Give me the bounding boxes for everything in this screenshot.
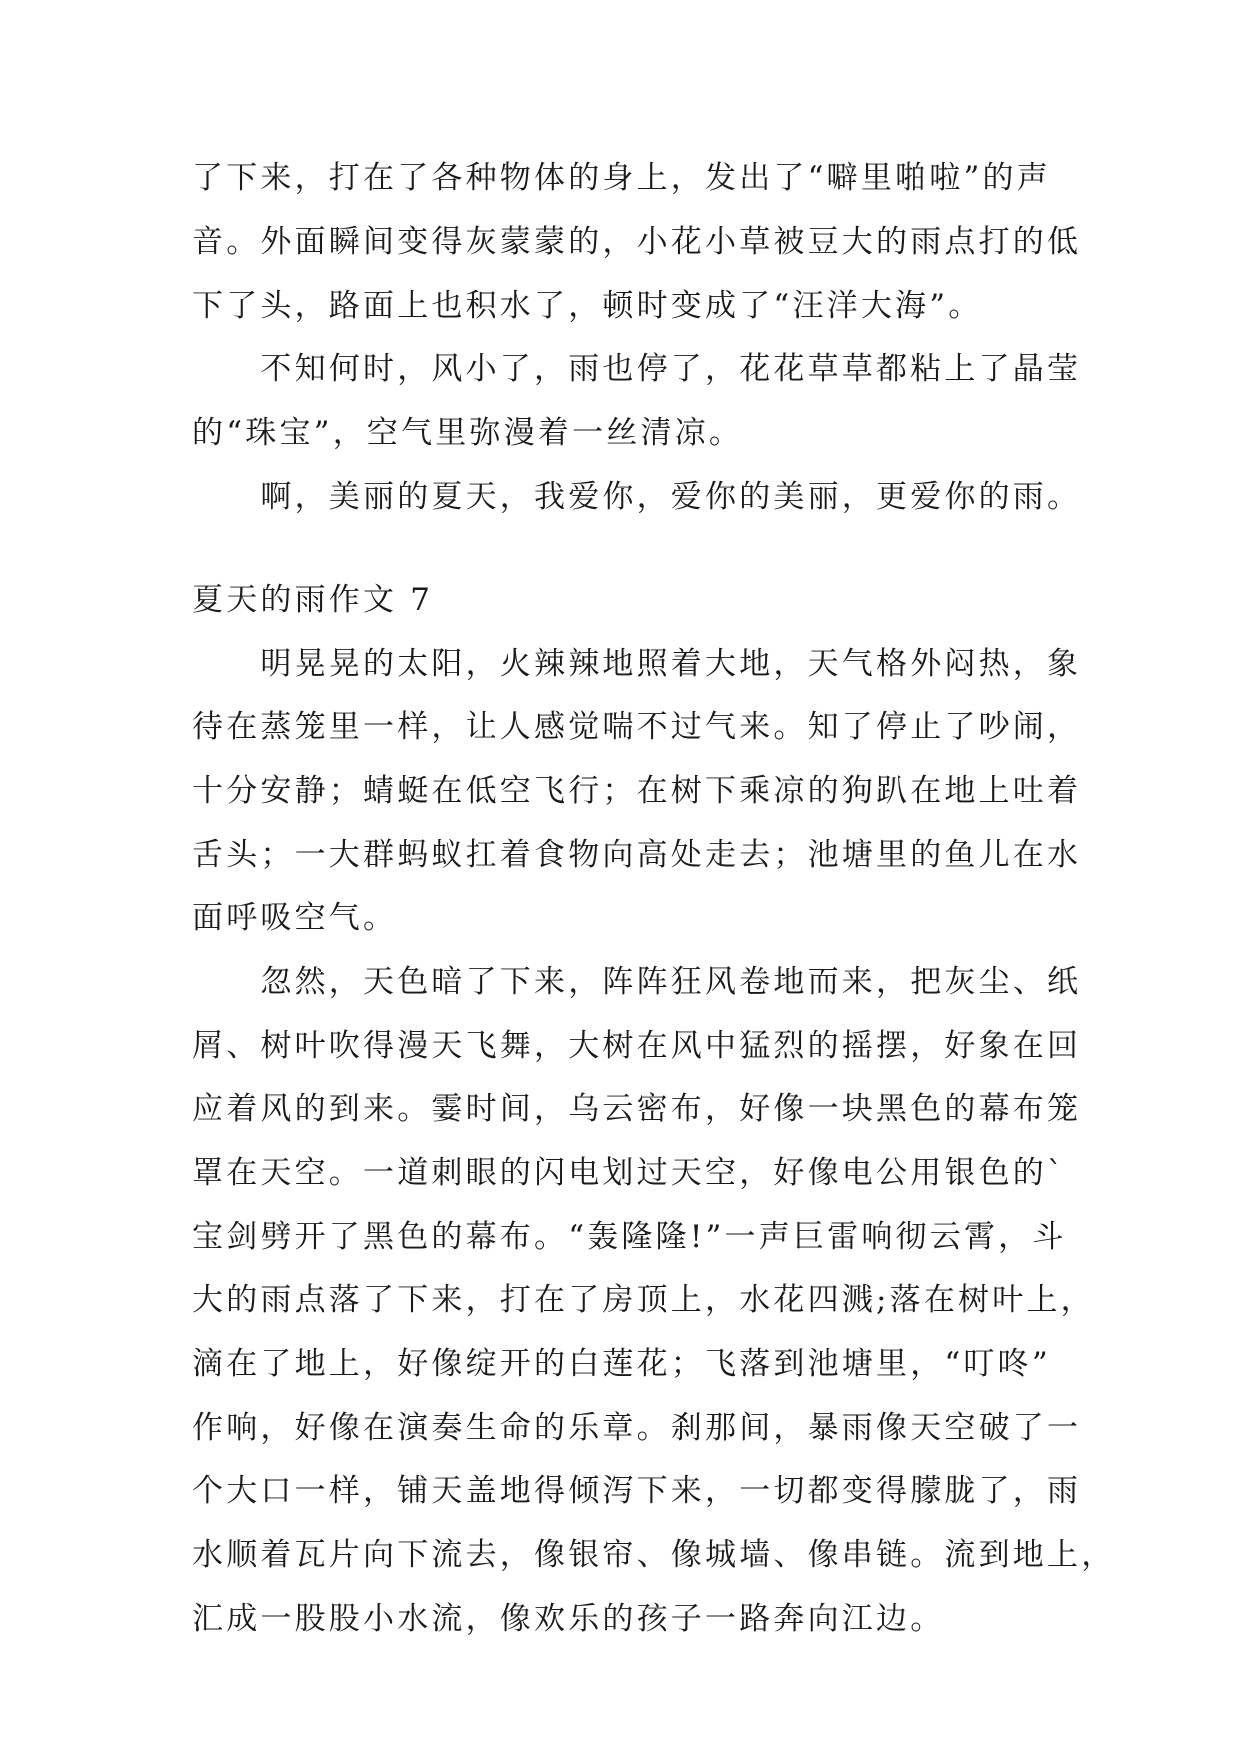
body-text-line: 不知何时，风小了，雨也停了，花花草草都粘上了晶莹 — [192, 351, 1082, 387]
body-text-line: 水顺着瓦片向下流去，像银帘、像城墙、像串链。流到地上， — [192, 1537, 1116, 1573]
body-text-line: 舌头；一大群蚂蚁扛着食物向高处走去；池塘里的鱼儿在水 — [192, 837, 1082, 873]
body-text-line: 大的雨点落了下来，打在了房顶上，水花四溅;落在树叶上， — [192, 1282, 1095, 1318]
body-text-line: 滴在了地上，好像绽开的白莲花；飞落到池塘里，“叮咚” — [192, 1346, 1051, 1382]
body-text-line: 屑、树叶吹得漫天飞舞，大树在风中猛烈的摇摆，好象在回 — [192, 1028, 1082, 1064]
body-text-line: 忽然，天色暗了下来，阵阵狂风卷地而来，把灰尘、纸 — [192, 964, 1082, 1000]
body-text-line: 啊，美丽的夏天，我爱你，爱你的美丽，更爱你的雨。 — [192, 479, 1082, 515]
body-text-line: 音。外面瞬间变得灰蒙蒙的，小花小草被豆大的雨点打的低 — [192, 224, 1082, 260]
body-text-line: 明晃晃的太阳，火辣辣地照着大地，天气格外闷热，象 — [192, 646, 1082, 682]
body-text-line: 下了头，路面上也积水了，顿时变成了“汪洋大海”。 — [192, 288, 983, 324]
body-text-line: 作响，好像在演奏生命的乐章。刹那间，暴雨像天空破了一 — [192, 1410, 1082, 1446]
section-title: 夏天的雨作文 7 — [192, 582, 434, 618]
body-text-line: 罩在天空。一道刺眼的闪电划过天空，好像电公用银色的` — [192, 1155, 1066, 1191]
body-text-line: 的“珠宝”，空气里弥漫着一丝清凉。 — [192, 415, 744, 451]
body-text-line: 了下来，打在了各种物体的身上，发出了“噼里啪啦”的声 — [192, 160, 1051, 196]
body-text-line: 应着风的到来。霎时间，乌云密布，好像一块黑色的幕布笼 — [192, 1091, 1082, 1127]
body-text-line: 十分安静；蜻蜓在低空飞行；在树下乘凉的狗趴在地上吐着 — [192, 773, 1082, 809]
body-text-line: 宝剑劈开了黑色的幕布。“轰隆隆!”一声巨雷响彻云霄，斗 — [192, 1219, 1067, 1255]
body-text-line: 面呼吸空气。 — [192, 900, 398, 936]
body-text-line: 个大口一样，铺天盖地得倾泻下来，一切都变得朦胧了，雨 — [192, 1473, 1082, 1509]
body-text-line: 待在蒸笼里一样，让人感觉喘不过气来。知了停止了吵闹， — [192, 709, 1082, 745]
body-text-line: 汇成一股股小水流，像欢乐的孩子一路奔向江边。 — [192, 1601, 945, 1637]
